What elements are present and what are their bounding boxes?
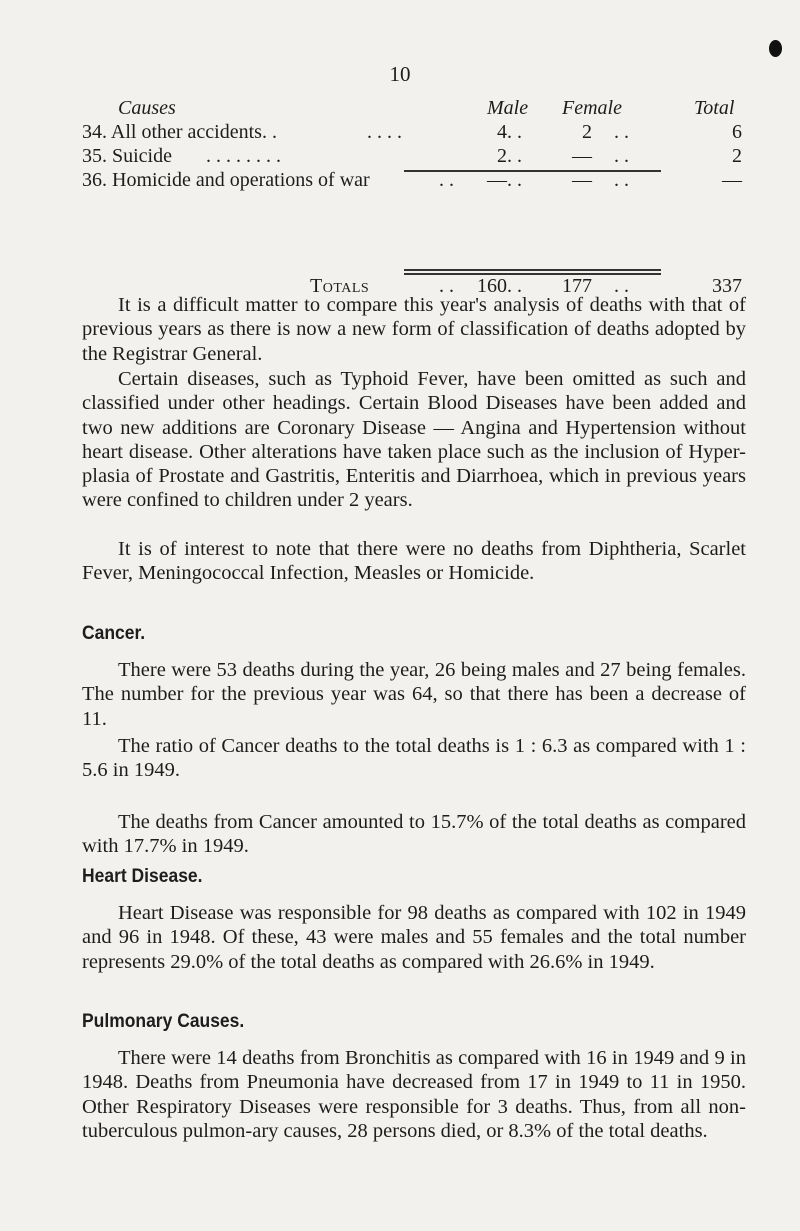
paragraph-cancer-percent: The deaths from Cancer amounted to 15.7% of the total deaths as compared with 17.7% in 1949. [82,811,746,858]
heading-cancer: Cancer. [82,623,146,644]
totals-male: 160 [477,275,507,297]
row-leader: . . . . . . . . [206,145,281,167]
row-leader: . . [439,169,454,191]
totals-separator: . . [439,275,454,297]
causes-of-death-table [82,96,742,192]
row-cause: 35. Suicide [82,145,172,167]
paragraph-pulmonary: There were 14 deaths from Bronchitis as compared with 16 in 1949 and 9 in 1948. Deaths from Pneumonia have decreased from 17 in 1949 to 11 in 1950. Other Respiratory Diseases were responsible for 3 deaths. Thus, from all non-tuberculous pulmon-ary causes, 28 persons died, or 8.3% of the total deaths. [82,1047,746,1142]
paragraph-omitted-diseases: Certain diseases, such as Typhoid Fever, have been omitted as such and classified under other headings. Certain Blood Diseases have been added and two new additions are Coronary Disease — Angina and Hypertension without heart disease. Other alterations have taken place such as the inclusion of Hyper-plasia of Prostate and Gastritis, Enteritis and Diarrhoea, which in previous years were confined to children under 2 years. [82,368,746,512]
row-separator: . . [614,121,629,143]
header-female: Female [562,97,622,119]
table-rule-top [404,170,661,172]
row-cause: 34. All other accidents. . [82,121,277,143]
row-separator: . . [507,145,522,167]
table-row [82,144,742,168]
totals-separator: . . [614,275,629,297]
table-rule-bottom-double [404,273,661,275]
row-separator: . . [507,169,522,191]
row-separator: . . [614,169,629,191]
row-male: 4 [497,121,507,143]
row-total: — [722,169,742,191]
page-number: 10 [389,62,411,86]
table-row [82,120,742,144]
row-male: — [487,169,507,191]
paragraph-heart-disease: Heart Disease was responsible for 98 deaths as compared with 102 in 1949 and 96 in 1948. Of these, 43 were males and 55 females and the total number represents 29.0% of the total deaths as compared with 26.6% in 1949. [82,902,746,973]
row-female: 2 [582,121,592,143]
row-separator: . . [507,121,522,143]
header-total: Total [694,97,735,119]
totals-total: 337 [712,275,742,297]
totals-female: 177 [562,275,592,297]
row-separator: . . [614,145,629,167]
row-male: 2 [497,145,507,167]
row-female: — [572,169,592,191]
row-leader: . . . . [367,121,402,143]
table-header-row [82,96,742,120]
row-cause: 36. Homicide and operations of war [82,169,370,191]
paragraph-cancer-ratio: The ratio of Cancer deaths to the total deaths is 1 : 6.3 as compared with 1 : 5.6 in 1949. [82,735,746,782]
ink-spot-mark [769,40,782,57]
heading-pulmonary: Pulmonary Causes. [82,1011,245,1032]
heading-heart-disease: Heart Disease. [82,866,203,887]
paragraph-no-deaths: It is of interest to note that there were no deaths from Diphtheria, Scarlet Fever, Meningococcal Infection, Measles or Homicide. [82,538,746,585]
row-total: 2 [732,145,742,167]
totals-label: Totals [310,275,370,297]
row-total: 6 [732,121,742,143]
paragraph-classification: It is a difficult matter to compare this year's analysis of deaths with that of previous years as there is now a new form of classification of deaths adopted by the Registrar General. [82,294,746,365]
paragraph-cancer-deaths: There were 53 deaths during the year, 26 being males and 27 being females. The number for the previous year was 64, so that there has been a decrease of 11. [82,659,746,730]
table-rule-bottom [404,269,661,271]
header-male: Male [487,97,529,119]
header-causes: Causes [118,97,176,119]
totals-separator: . . [507,275,522,297]
row-female: — [572,145,592,167]
